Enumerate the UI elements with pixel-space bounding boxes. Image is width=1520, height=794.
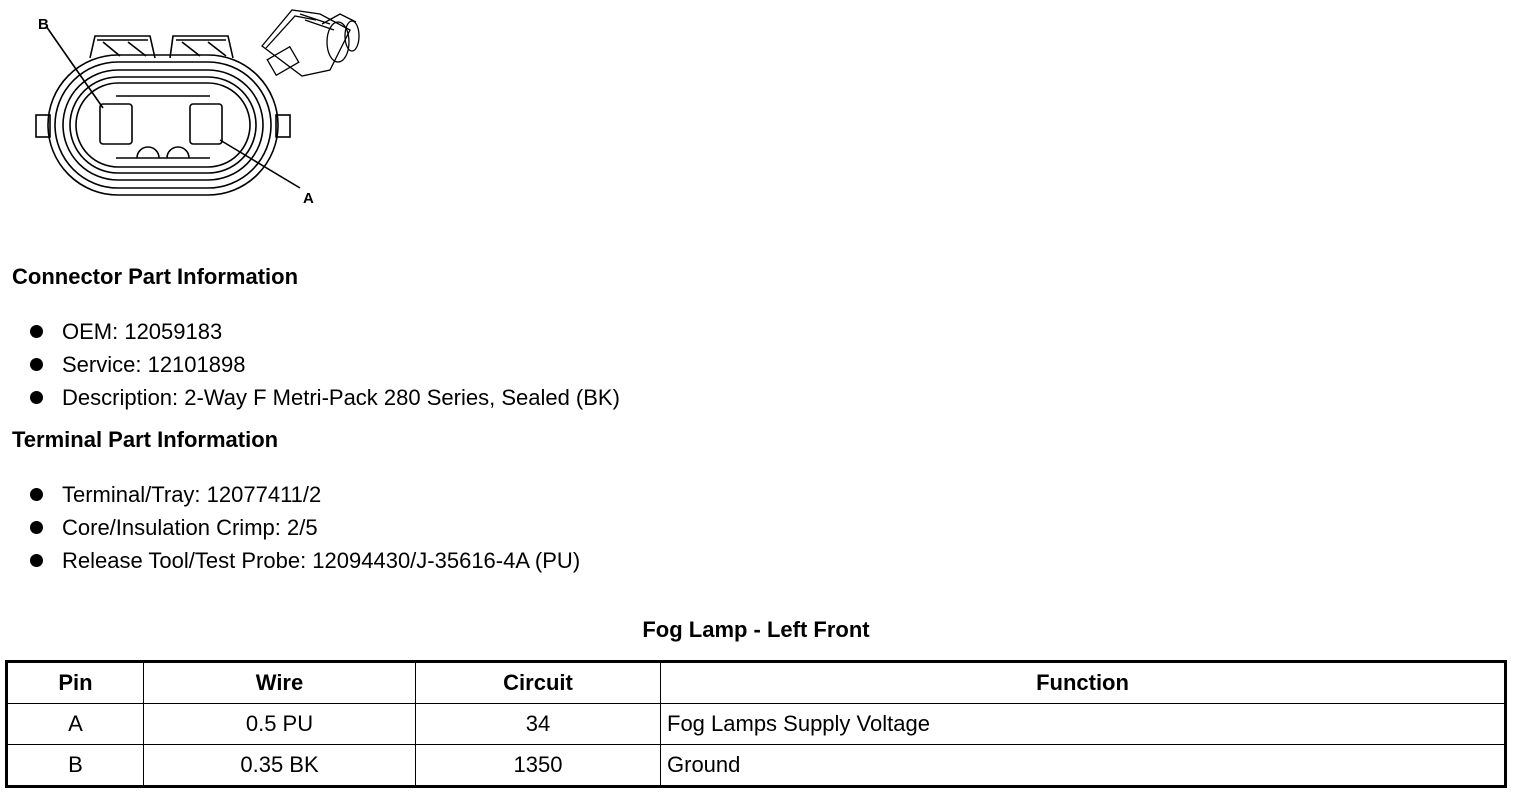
list-item: Core/Insulation Crimp: 2/5 <box>28 514 580 547</box>
connector-perspective-icon <box>262 10 359 76</box>
bullet-icon <box>30 488 43 501</box>
pin-a-label: A <box>303 190 314 207</box>
header-circuit: Circuit <box>416 662 661 704</box>
terminal-part-information-heading: Terminal Part Information <box>12 427 279 452</box>
pin-b-label: B <box>38 16 49 33</box>
pin-table <box>5 660 1507 788</box>
header-wire: Wire <box>144 662 416 704</box>
terminal-part-information-list <box>28 481 580 580</box>
bullet-icon <box>30 521 43 534</box>
cell-circuit: 1350 <box>416 745 661 787</box>
cell-pin: A <box>7 704 144 745</box>
table-row <box>7 704 1506 745</box>
header-function: Function <box>661 662 1506 704</box>
cell-wire: 0.5 PU <box>144 704 416 745</box>
bullet-icon <box>30 391 43 404</box>
bullet-icon <box>30 358 43 371</box>
connector-diagram <box>0 0 380 220</box>
list-item: Release Tool/Test Probe: 12094430/J-35616-4A (PU) <box>28 547 580 580</box>
list-item: Description: 2-Way F Metri-Pack 280 Series, Sealed (BK) <box>28 384 620 417</box>
connector-part-information-heading: Connector Part Information <box>12 264 299 289</box>
list-item: Terminal/Tray: 12077411/2 <box>28 481 580 514</box>
cell-pin: B <box>7 745 144 787</box>
cell-circuit: 34 <box>416 704 661 745</box>
bullet-icon <box>30 325 43 338</box>
bullet-icon <box>30 554 43 567</box>
list-item: OEM: 12059183 <box>28 318 620 351</box>
cell-function: Fog Lamps Supply Voltage <box>661 704 1506 745</box>
table-row <box>7 745 1506 787</box>
cell-function: Ground <box>661 745 1506 787</box>
table-header-row <box>7 662 1506 704</box>
list-item: Service: 12101898 <box>28 351 620 384</box>
cell-wire: 0.35 BK <box>144 745 416 787</box>
table-title: Fog Lamp - Left Front <box>642 617 870 642</box>
header-pin: Pin <box>7 662 144 704</box>
connector-part-information-list <box>28 318 620 417</box>
